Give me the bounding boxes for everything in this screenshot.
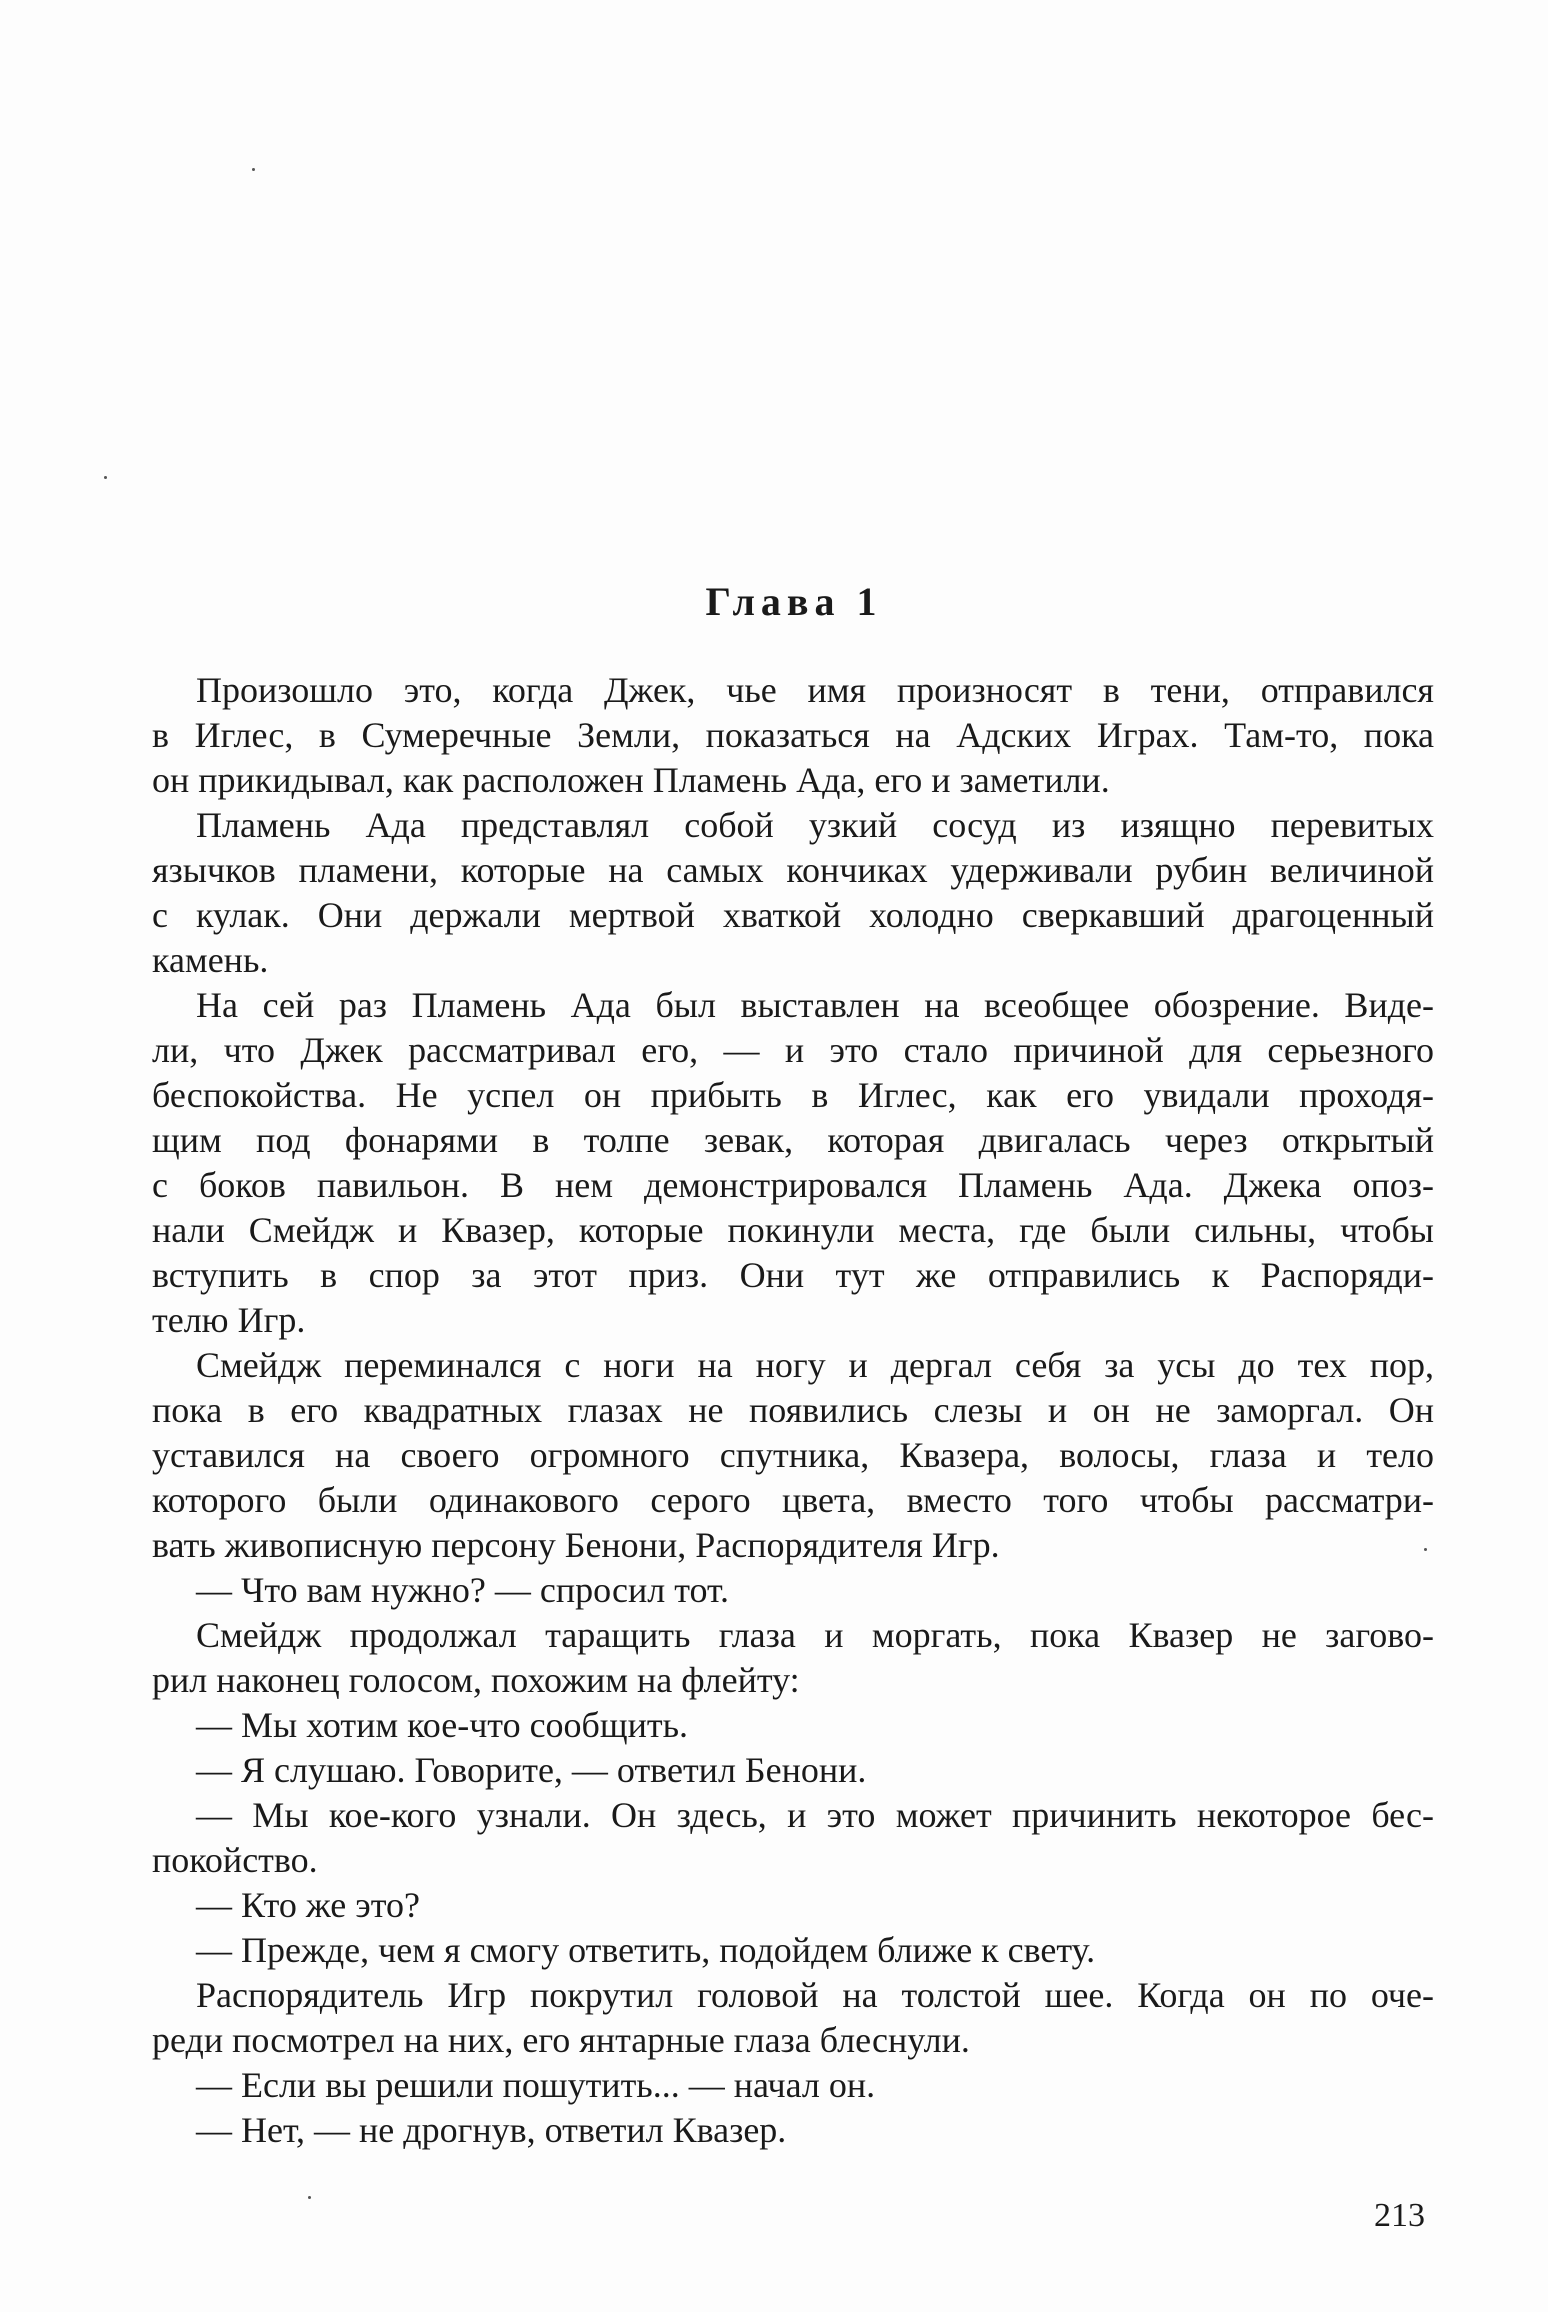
- paragraph: [152, 2108, 1434, 2153]
- chapter-title: Глава 1: [705, 579, 883, 624]
- text-line: — Что вам нужно? — спросил тот.: [196, 1570, 730, 1610]
- text-line: Смейдж продолжал таращить глаза и моргать, пока Квазер не загово-: [196, 1615, 1434, 1655]
- text-line: беспокойства. Не успел он прибыть в Иглес, как его увидали проходя-: [152, 1075, 1434, 1115]
- text-line: На сей раз Пламень Ада был выставлен на всеобщее обозрение. Виде-: [196, 985, 1434, 1025]
- text-line: камень.: [152, 940, 269, 980]
- paragraph: [152, 1613, 1434, 1703]
- text-line: уставился на своего огромного спутника, Квазера, волосы, глаза и тело: [152, 1435, 1434, 1475]
- text-line: вступить в спор за этот приз. Они тут же отправились к Распоряди-: [152, 1255, 1434, 1295]
- chapter-body: [152, 668, 1434, 2153]
- text-line: — Если вы решили пошутить... — начал он.: [196, 2065, 876, 2105]
- paragraph: [152, 1703, 1434, 1748]
- paragraph: [152, 1748, 1434, 1793]
- text-line: рил наконец голосом, похожим на флейту:: [152, 1660, 800, 1700]
- text-line: язычков пламени, которые на самых кончиках удерживали рубин величиной: [152, 850, 1434, 890]
- text-line: нали Смейдж и Квазер, которые покинули места, где были сильны, чтобы: [152, 1210, 1434, 1250]
- text-line: пока в его квадратных глазах не появились слезы и он не заморгал. Он: [152, 1390, 1434, 1430]
- text-line: Распорядитель Игр покрутил головой на толстой шее. Когда он по оче-: [196, 1975, 1434, 2015]
- text-line: — Мы кое-кого узнали. Он здесь, и это может причинить некоторое бес-: [196, 1795, 1434, 1835]
- text-line: с боков павильон. В нем демонстрировался Пламень Ада. Джека опоз-: [152, 1165, 1434, 1205]
- text-line: — Нет, — не дрогнув, ответил Квазер.: [196, 2110, 787, 2150]
- text-line: Пламень Ада представлял собой узкий сосуд из изящно перевитых: [196, 805, 1434, 845]
- paragraph: [152, 668, 1434, 803]
- text-line: — Прежде, чем я смогу ответить, подойдем ближе к свету.: [196, 1930, 1096, 1970]
- text-line: телю Игр.: [152, 1300, 306, 1340]
- text-line: реди посмотрел на них, его янтарные глаза блеснули.: [152, 2020, 970, 2060]
- text-line: — Кто же это?: [196, 1885, 420, 1925]
- text-line: с кулак. Они держали мертвой хваткой холодно сверкавший драгоценный: [152, 895, 1434, 935]
- paragraph: [152, 1928, 1434, 1973]
- text-line: вать живописную персону Бенони, Распорядителя Игр.: [152, 1525, 1000, 1565]
- scan-speck: [104, 476, 107, 479]
- paragraph: [152, 803, 1434, 983]
- paragraph: [152, 1568, 1434, 1613]
- text-line: покойство.: [152, 1840, 318, 1880]
- text-line: он прикидывал, как расположен Пламень Ада, его и заметили.: [152, 760, 1110, 800]
- text-line: Произошло это, когда Джек, чье имя произносят в тени, отправился: [196, 670, 1434, 710]
- scan-speck: [252, 168, 255, 171]
- paragraph: [152, 1973, 1434, 2063]
- paragraph: [152, 1793, 1434, 1883]
- page-number: 213: [1374, 2197, 1425, 2234]
- text-line: в Иглес, в Сумеречные Земли, показаться на Адских Играх. Там-то, пока: [152, 715, 1434, 755]
- text-line: — Я слушаю. Говорите, — ответил Бенони.: [196, 1750, 867, 1790]
- text-line: Смейдж переминался с ноги на ногу и дергал себя за усы до тех пор,: [196, 1345, 1434, 1385]
- paragraph: [152, 2063, 1434, 2108]
- text-line: — Мы хотим кое-что сообщить.: [196, 1705, 688, 1745]
- scan-speck: [308, 2196, 311, 2199]
- text-line: ли, что Джек рассматривал его, — и это стало причиной для серьезного: [152, 1030, 1434, 1070]
- text-line: щим под фонарями в толпе зевак, которая двигалась через открытый: [152, 1120, 1434, 1160]
- paragraph: [152, 1343, 1434, 1568]
- text-line: которого были одинакового серого цвета, вместо того чтобы рассматри-: [152, 1480, 1434, 1520]
- paragraph: [152, 1883, 1434, 1928]
- paragraph: [152, 983, 1434, 1343]
